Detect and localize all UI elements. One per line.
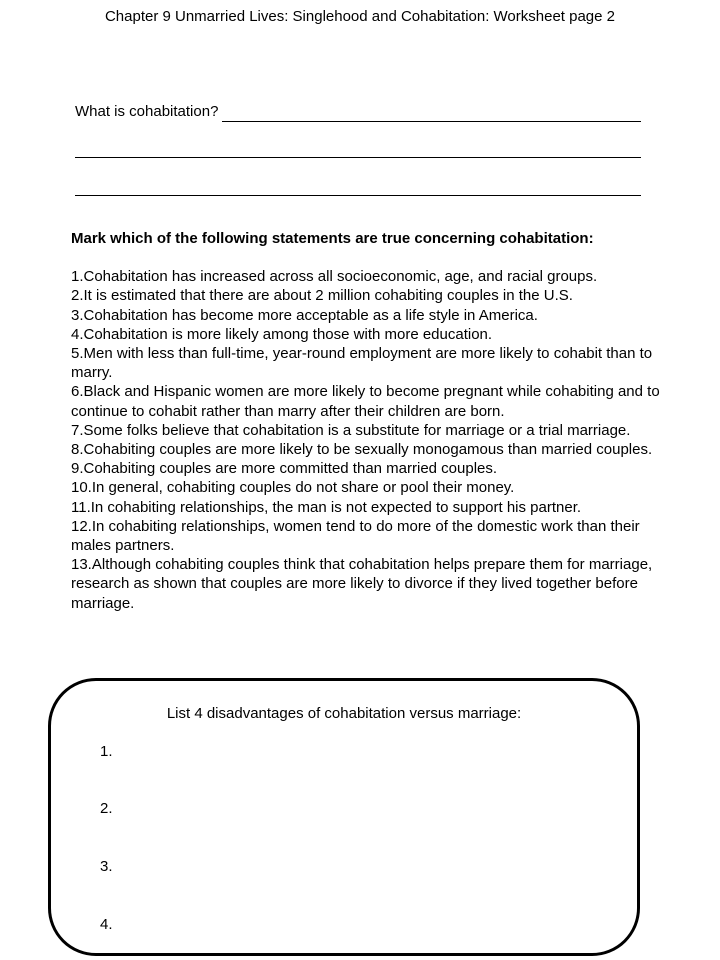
disadvantage-item-4: 4. [100, 916, 113, 933]
statements-heading: Mark which of the following statements are true concerning cohabitation: [71, 230, 594, 247]
statement-item: 10.In general, cohabiting couples do not share or pool their money. [71, 479, 515, 497]
statement-item: 11.In cohabiting relationships, the man is not expected to support his partner. [71, 498, 582, 516]
answer-blank-2[interactable] [75, 157, 641, 158]
statement-item: 1.Cohabitation has increased across all socioeconomic, age, and racial groups. [71, 268, 598, 286]
statement-item: 13.Although cohabiting couples think that cohabitation helps prepare them for marriage, research as shown that couples are more likely to divorce if they lived together before marriage. [71, 556, 653, 612]
disadvantage-item-2: 2. [100, 800, 113, 817]
statement-item: 12.In cohabiting relationships, women tend to do more of the domestic work than their males partners. [71, 517, 640, 555]
question-label: What is cohabitation? [75, 103, 219, 120]
disadvantage-item-3: 3. [100, 858, 113, 875]
statement-item: 2.It is estimated that there are about 2 million cohabiting couples in the U.S. [71, 287, 573, 305]
statement-item: 6.Black and Hispanic women are more likely to become pregnant while cohabiting and to continue to cohabit rather than marry after their children are born. [71, 383, 660, 420]
statement-item: 5.Men with less than full-time, year-round employment are more likely to cohabit than to marry. [71, 345, 653, 382]
disadvantage-item-1: 1. [100, 743, 113, 760]
disadvantages-box [48, 678, 640, 956]
page-title: Chapter 9 Unmarried Lives: Singlehood and Cohabitation: Worksheet page 2 [104, 8, 616, 25]
statements-list [71, 267, 679, 613]
statement-item: 7.Some folks believe that cohabitation is a substitute for marriage or a trial marriage. [71, 421, 631, 439]
statements-section [71, 229, 679, 613]
answer-blank-3[interactable] [75, 195, 641, 196]
statement-item: 8.Cohabiting couples are more likely to be sexually monogamous than married couples. [71, 441, 653, 459]
answer-blank-1[interactable] [222, 104, 641, 122]
statement-item: 9.Cohabiting couples are more committed than married couples. [71, 460, 498, 478]
disadvantages-title: List 4 disadvantages of cohabitation versus marriage: [166, 705, 522, 722]
statement-item: 3.Cohabitation has become more acceptable as a life style in America. [71, 306, 538, 324]
cohabitation-question [75, 102, 641, 122]
statement-item: 4.Cohabitation is more likely among those with more education. [71, 325, 493, 343]
